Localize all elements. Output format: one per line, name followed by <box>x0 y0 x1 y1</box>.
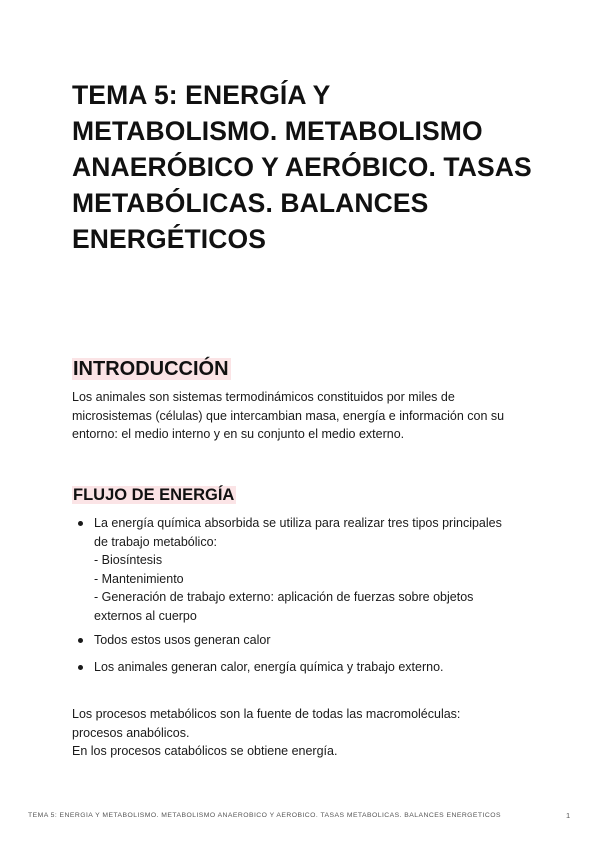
list-item-line: Todos estos usos generan calor <box>94 633 271 647</box>
paragraph-line: En los procesos catabólicos se obtiene energía. <box>72 744 338 758</box>
list-item-line: - Biosíntesis <box>94 553 163 567</box>
list-item-line: de trabajo metabólico: <box>94 534 217 549</box>
paragraph-line: Los procesos metabólicos son la fuente de todas las macromoléculas: <box>72 707 461 721</box>
paragraph-line: procesos anabólicos. <box>72 725 190 740</box>
paragraph-line: entorno: el medio interno y en su conjunto el medio externo. <box>72 427 405 441</box>
list-item <box>72 658 532 677</box>
list-item-line: - Generación de trabajo externo: aplicación de fuerzas sobre objetos <box>94 590 474 604</box>
section-heading-flujo <box>72 483 236 507</box>
bullet-icon <box>78 638 83 643</box>
list-item-line: - Mantenimiento <box>94 571 184 586</box>
list-item-line: La energía química absorbida se utiliza para realizar tres tipos principales <box>94 516 502 530</box>
paragraph-line: Los animales son sistemas termodinámicos constituidos por miles de <box>72 390 455 404</box>
bullet-icon <box>78 521 83 526</box>
bullet-icon <box>78 665 83 670</box>
running-footer: TEMA 5: ENERGÍA Y METABOLISMO. METABOLISMO ANAERÓBICO Y AERÓBICO. TASAS METABÓLICAS. BALANCES ENERGÉTICOS <box>28 812 501 819</box>
paragraph-line: microsistemas (células) que intercambian masa, energía e información con su <box>72 408 505 423</box>
list-item-line: Los animales generan calor, energía química y trabajo externo. <box>94 659 444 674</box>
closing-paragraph <box>72 705 532 761</box>
document-title: TEMA 5: ENERGÍA Y METABOLISMO. METABOLISMO ANAERÓBICO Y AERÓBICO. TASAS METABÓLICAS. BALANCES ENERGÉTICOS <box>72 80 532 254</box>
list-item <box>72 514 532 625</box>
introduccion-paragraph <box>72 388 532 444</box>
page-number: 1 <box>566 811 571 820</box>
list-item <box>72 631 532 650</box>
flujo-bullet-list <box>72 514 532 676</box>
section-heading-introduccion <box>72 355 231 383</box>
section-heading-introduccion-text: INTRODUCCIÓN <box>73 358 229 380</box>
section-heading-flujo-text: FLUJO DE ENERGÍA <box>73 486 235 504</box>
list-item-line: externos al cuerpo <box>94 608 197 623</box>
